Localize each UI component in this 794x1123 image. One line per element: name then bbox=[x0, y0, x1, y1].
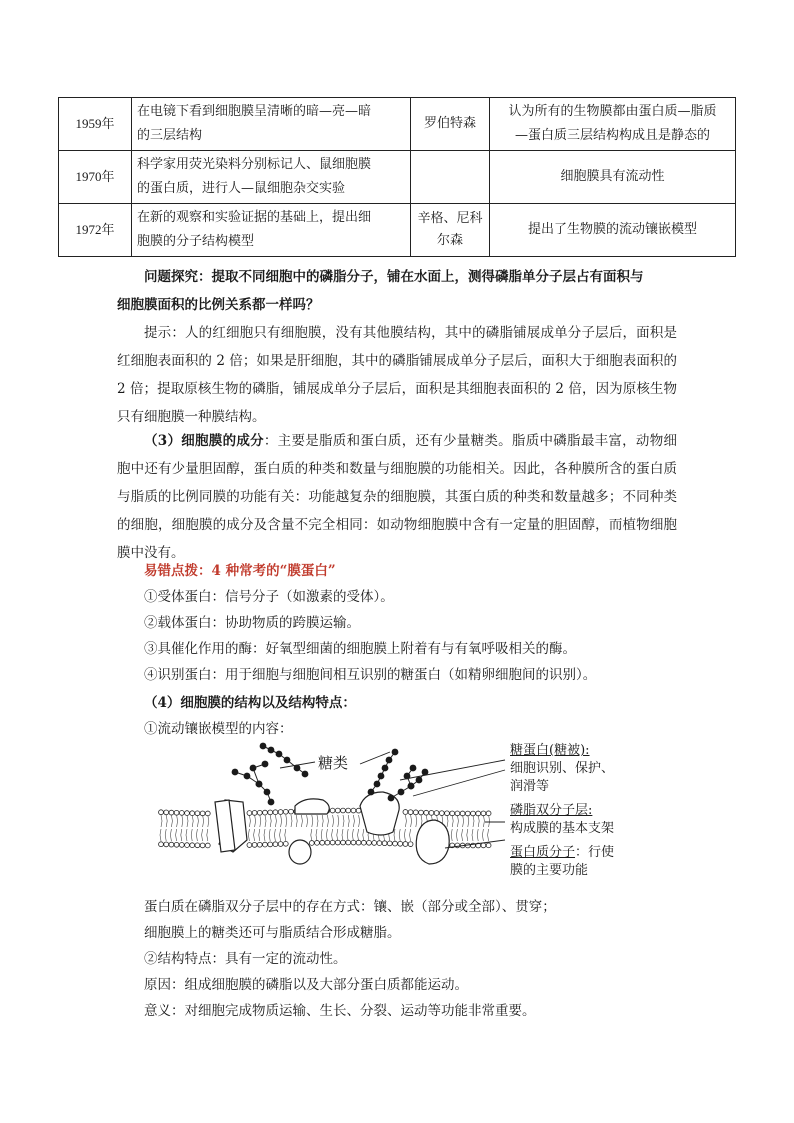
tip-item: ②载体蛋白：协助物质的跨膜运输。 bbox=[144, 615, 360, 631]
section4-sub1: ①流动镶嵌模型的内容： bbox=[144, 721, 293, 737]
section4-heading: （4）细胞膜的结构以及结构特点： bbox=[144, 695, 356, 711]
section3-paragraph bbox=[117, 427, 677, 567]
conclusion-cell: 提出了生物膜的流动镶嵌模型 bbox=[490, 204, 736, 257]
tip-item: ③具催化作用的酶：好氧型细菌的细胞膜上附着有与有氧呼吸相关的酶。 bbox=[144, 641, 576, 657]
lipid-bilayer-title: 磷脂双分子层: bbox=[510, 803, 593, 818]
table-row bbox=[59, 151, 736, 204]
history-table bbox=[58, 97, 736, 257]
question-title-line2: 细胞膜面积的比例关系都一样吗？ bbox=[117, 297, 320, 313]
protein-shape bbox=[416, 820, 449, 864]
question-title-line1: 问题探究：提取不同细胞中的磷脂分子，铺在水面上，测得磷脂单分子层占有面积与 bbox=[144, 269, 644, 285]
table-row bbox=[59, 204, 736, 257]
protein-desc: 膜的主要功能 bbox=[510, 863, 589, 878]
section3-heading: （3）细胞膜的成分 bbox=[144, 433, 264, 449]
fluid-mosaic-diagram bbox=[155, 740, 655, 890]
hint-paragraph: 提示：人的红细胞只有细胞膜，没有其他膜结构，其中的磷脂铺展成单分子层后，面积是红细胞表面积的 2 倍；如果是肝细胞，其中的磷脂铺展成单分子层后，面积大于细胞表面积的 2 倍；提取原核生物的磷脂，铺展成单分子层后，面积是其细胞表面积的 2 倍，因为原核生物只有细胞膜一种膜结构。 bbox=[117, 325, 677, 425]
section4-line: 意义：对细胞完成物质运输、生长、分裂、运动等功能非常重要。 bbox=[144, 1003, 536, 1019]
tip-item: ①受体蛋白：信号分子（如激素的受体）。 bbox=[144, 589, 394, 605]
section4-line: 蛋白质在磷脂双分子层中的存在方式：镶、嵌（部分或全部）、贯穿； bbox=[144, 899, 556, 915]
section3-body: ：主要是脂质和蛋白质，还有少量糖类。脂质中磷脂最丰富，动物细胞中还有少量胆固醇，蛋白质的种类和数量与细胞膜的功能相关。因此，各种膜所含的蛋白质与脂质的比例同膜的功能有关：功能越复杂的细胞膜，其蛋白质的种类和数量越多；不同种类的细胞，细胞膜的成分及含量不完全相同：如动物细胞膜中含有一定量的胆固醇，而植物细胞膜中没有。 bbox=[117, 433, 677, 561]
lipid-bilayer-desc: 构成膜的基本支架 bbox=[510, 821, 615, 836]
table-row bbox=[59, 98, 736, 151]
section4-line: 原因：组成细胞膜的磷脂以及大部分蛋白质都能运动。 bbox=[144, 977, 468, 993]
person-cell: 辛格、尼科尔森 bbox=[411, 204, 490, 257]
sugar-label: 糖类 bbox=[318, 754, 349, 772]
year-cell: 1972年 bbox=[59, 204, 132, 257]
glycoprotein-title: 糖蛋白(糖被): bbox=[510, 743, 590, 758]
section4-line: ②结构特点：具有一定的流动性。 bbox=[144, 951, 347, 967]
year-cell: 1970年 bbox=[59, 151, 132, 204]
glycoprotein-desc: 润滑等 bbox=[510, 779, 550, 794]
year-cell: 1959年 bbox=[59, 98, 132, 151]
protein-shape bbox=[289, 840, 311, 864]
protein-label: 蛋白质分子：行使 bbox=[510, 845, 615, 860]
event-cell: 在电镜下看到细胞膜呈清晰的暗—亮—暗 的三层结构 bbox=[132, 98, 411, 151]
section4-line: 细胞膜上的糖类还可与脂质结合形成糖脂。 bbox=[144, 925, 401, 941]
glycoprotein-desc: 细胞识别、保护、 bbox=[510, 761, 615, 776]
protein-shape bbox=[295, 799, 329, 814]
conclusion-cell: 细胞膜具有流动性 bbox=[490, 151, 736, 204]
event-cell: 科学家用荧光染料分别标记人、鼠细胞膜 的蛋白质，进行人—鼠细胞杂交实验 bbox=[132, 151, 411, 204]
person-cell bbox=[411, 151, 490, 204]
person-cell: 罗伯特森 bbox=[411, 98, 490, 151]
tip-title: 易错点拨：4 种常考的“膜蛋白” bbox=[144, 563, 336, 579]
event-cell: 在新的观察和实验证据的基础上，提出细 胞膜的分子结构模型 bbox=[132, 204, 411, 257]
tip-item: ④识别蛋白：用于细胞与细胞间相互识别的糖蛋白（如精卵细胞间的识别）。 bbox=[144, 667, 597, 683]
conclusion-cell: 认为所有的生物膜都由蛋白质—脂质 —蛋白质三层结构构成且是静态的 bbox=[490, 98, 736, 151]
